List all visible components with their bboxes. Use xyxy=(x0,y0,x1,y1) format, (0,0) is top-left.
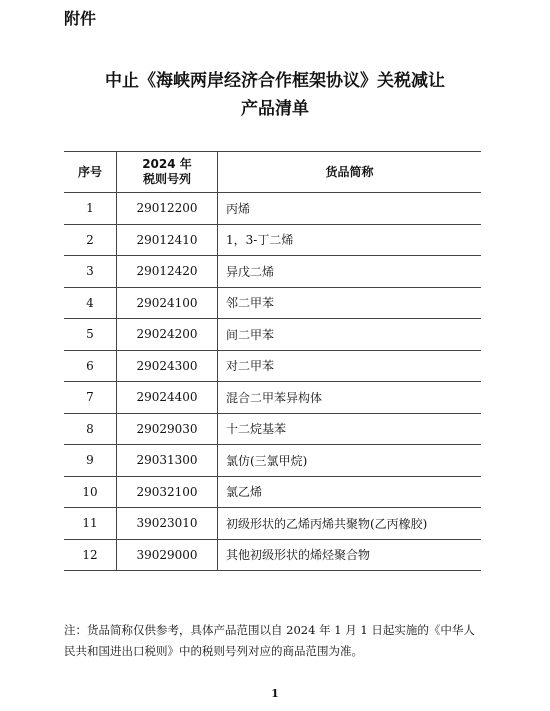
cell-name: 邻二甲苯 xyxy=(218,287,482,319)
cell-no: 6 xyxy=(64,350,117,382)
cell-name: 十二烷基苯 xyxy=(218,413,482,445)
cell-name: 其他初级形状的烯烃聚合物 xyxy=(218,539,482,571)
cell-no: 4 xyxy=(64,287,117,319)
footnote: 注：货品简称仅供参考，具体产品范围以自 2024 年 1 月 1 日起实施的《中华人民共和国进出口税则》中的税则号列对应的商品范围为准。 xyxy=(64,623,475,658)
cell-name: 氯乙烯 xyxy=(218,476,482,508)
cell-no: 3 xyxy=(64,256,117,288)
table-row xyxy=(64,413,481,445)
table-row xyxy=(64,476,481,508)
attachment-label: 附件 xyxy=(64,9,97,28)
table-row xyxy=(64,193,481,225)
cell-code: 29032100 xyxy=(117,476,218,508)
table-row xyxy=(64,256,481,288)
table-row xyxy=(64,508,481,540)
header-code-label: 税则号列 xyxy=(142,172,191,186)
product-table xyxy=(64,151,481,571)
cell-code: 29012420 xyxy=(117,256,218,288)
table-row xyxy=(64,382,481,414)
cell-no: 7 xyxy=(64,382,117,414)
header-no: 序号 xyxy=(64,152,117,193)
cell-name: 丙烯 xyxy=(218,193,482,225)
page-number: 1 xyxy=(271,687,279,700)
header-code xyxy=(117,152,218,193)
table-row xyxy=(64,539,481,571)
table-row xyxy=(64,224,481,256)
cell-code: 29012200 xyxy=(117,193,218,225)
cell-no: 9 xyxy=(64,445,117,477)
cell-no: 10 xyxy=(64,476,117,508)
document-subtitle: 产品清单 xyxy=(241,99,309,119)
cell-no: 5 xyxy=(64,319,117,351)
cell-name: 1，3-丁二烯 xyxy=(218,224,482,256)
cell-name: 间二甲苯 xyxy=(218,319,482,351)
table-row xyxy=(64,319,481,351)
cell-code: 39023010 xyxy=(117,508,218,540)
table-body xyxy=(64,193,481,571)
table-row xyxy=(64,287,481,319)
table-row xyxy=(64,445,481,477)
cell-name: 氯仿(三氯甲烷) xyxy=(218,445,482,477)
table-row xyxy=(64,350,481,382)
cell-no: 12 xyxy=(64,539,117,571)
cell-name: 初级形状的乙烯丙烯共聚物(乙丙橡胶) xyxy=(218,508,482,540)
cell-no: 8 xyxy=(64,413,117,445)
cell-code: 29024100 xyxy=(117,287,218,319)
cell-code: 29031300 xyxy=(117,445,218,477)
cell-name: 异戊二烯 xyxy=(218,256,482,288)
cell-code: 29029030 xyxy=(117,413,218,445)
document-title: 中止《海峡两岸经济合作框架协议》关税减让 xyxy=(105,71,445,91)
cell-code: 29024400 xyxy=(117,382,218,414)
cell-no: 2 xyxy=(64,224,117,256)
header-name: 货品简称 xyxy=(218,152,482,193)
header-code-year: 2024 年 xyxy=(142,157,192,171)
cell-code: 29024200 xyxy=(117,319,218,351)
table-header-row xyxy=(64,152,481,193)
cell-no: 11 xyxy=(64,508,117,540)
cell-code: 39029000 xyxy=(117,539,218,571)
cell-code: 29024300 xyxy=(117,350,218,382)
cell-no: 1 xyxy=(64,193,117,225)
cell-name: 对二甲苯 xyxy=(218,350,482,382)
cell-name: 混合二甲苯异构体 xyxy=(218,382,482,414)
cell-code: 29012410 xyxy=(117,224,218,256)
